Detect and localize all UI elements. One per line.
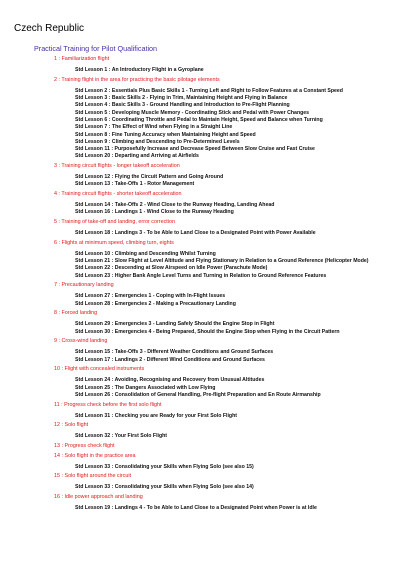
lesson-item: Std Lesson 1 : An Introductory Flight in a Gyroplane	[75, 67, 204, 74]
syllabus-section	[0, 163, 413, 189]
lesson-item: Std Lesson 17 : Landings 2 - Different Wind Conditions and Ground Surfaces	[75, 356, 265, 363]
lesson-item: Std Lesson 2 : Essentials Plus Basic Skills 1 - Turning Left and Right to Follow Features at a Constant Speed	[75, 87, 343, 94]
lesson-list	[0, 502, 413, 513]
lesson-list	[0, 227, 413, 238]
syllabus-section	[0, 453, 413, 471]
lesson-item: Std Lesson 31 : Checking you are Ready for your First Solo Flight	[75, 412, 237, 419]
lesson-item: Std Lesson 10 : Climbing and Descending Whilst Turning	[75, 250, 216, 257]
section-heading: 16 : Idle power approach and landing	[54, 494, 143, 501]
lesson-item: Std Lesson 14 : Take-Offs 2 - Wind Close to the Runway Heading, Landing Ahead	[75, 202, 275, 209]
section-heading: 5 : Training of take-off and landing, error correction	[54, 219, 175, 226]
lesson-list	[0, 290, 413, 308]
lesson-item: Std Lesson 19 : Landings 4 - To be Able to Land Close to a Designated Point when Power is at Idle	[75, 505, 317, 512]
section-heading: 6 : Flights at minimum speed, climbing turn, eights	[54, 239, 174, 246]
lesson-list	[0, 481, 413, 492]
lesson-item: Std Lesson 23 : Higher Bank Angle Level Turns and Turning in Relation to Ground Reference Features	[75, 272, 327, 279]
lesson-item: Std Lesson 29 : Emergencies 3 - Landing Safely Should the Engine Stop in Flight	[75, 321, 275, 328]
lesson-item: Std Lesson 18 : Landings 3 - To be Able to Land Close to a Designated Point with Power Available	[75, 230, 316, 237]
lesson-item: Std Lesson 26 : Consolidation of General Handling, Pre-flight Preparation and En Route Airmanship	[75, 391, 321, 398]
lesson-list	[0, 409, 413, 420]
lesson-list	[0, 460, 413, 471]
lesson-item: Std Lesson 4 : Basic Skills 3 - Ground Handling and Introduction to Pre-Flight Planning	[75, 102, 290, 109]
section-heading: 7 : Precautionary landing	[54, 282, 114, 289]
syllabus-section	[0, 402, 413, 420]
lesson-item: Std Lesson 33 : Consolidating your Skills when Flying Solo (see also 14)	[75, 484, 254, 491]
lesson-item: Std Lesson 30 : Emergencies 4 - Being Prepared, Should the Engine Stop when Flying in the Circuit Pattern	[75, 328, 340, 335]
lesson-item: Std Lesson 11 : Purposefully Increase and Decrease Speed Between Slow Cruise and Fast Cruise	[75, 146, 315, 153]
lesson-item: Std Lesson 25 : The Dangers Associated with Low Flying	[75, 384, 216, 391]
syllabus-section	[0, 77, 413, 161]
section-heading: 3 : Training circuit flights - longer takeoff acceleration	[54, 163, 180, 170]
section-heading: 14 : Solo flight in the practice area	[54, 452, 136, 459]
lesson-item: Std Lesson 13 : Take-Offs 1 - Rotor Management	[75, 181, 195, 188]
syllabus-section	[0, 240, 413, 280]
lesson-list	[0, 171, 413, 189]
section-heading: 10 : Flight with concealed instruments	[54, 366, 145, 373]
lesson-item: Std Lesson 22 : Descending at Slow Airspeed on Idle Power (Parachute Mode)	[75, 265, 268, 272]
lesson-item: Std Lesson 7 : The Effect of Wind when Flying in a Straight Line	[75, 124, 233, 131]
lesson-item: Std Lesson 32 : Your First Solo Flight	[75, 433, 168, 440]
syllabus-section	[0, 443, 413, 451]
lesson-list	[0, 247, 413, 280]
lesson-item: Std Lesson 20 : Departing and Arriving at Airfields	[75, 153, 199, 160]
lesson-item: Std Lesson 9 : Climbing and Descending to Pre-Determined Levels	[75, 138, 240, 145]
lesson-item: Std Lesson 16 : Landings 1 - Wind Close to the Runway Heading	[75, 209, 234, 216]
lesson-item: Std Lesson 3 : Basic Skills 2 - Flying in Trim, Maintaining Height and Flying in Balance	[75, 95, 288, 102]
section-heading: 15 : Solo flight around the circuit	[54, 473, 132, 480]
lesson-list	[0, 374, 413, 399]
section-heading: 12 : Solo flight	[54, 422, 89, 429]
syllabus-section	[0, 282, 413, 308]
syllabus-section	[0, 366, 413, 399]
section-heading: 4 : Training circuit flights - shorter takeoff acceleration	[54, 191, 182, 198]
syllabus-section	[0, 473, 413, 491]
lesson-item: Std Lesson 33 : Consolidating your Skills when Flying Solo (see also 15)	[75, 463, 254, 470]
section-heading: 13 : Progress check flight	[54, 442, 115, 449]
lesson-list	[0, 318, 413, 336]
section-heading: 8 : Forced landing	[54, 310, 98, 317]
lesson-item: Std Lesson 15 : Take-Offs 3 - Different Weather Conditions and Ground Surfaces	[75, 349, 274, 356]
lesson-item: Std Lesson 12 : Flying the Circuit Pattern and Going Around	[75, 174, 224, 181]
syllabus-section	[0, 310, 413, 336]
lesson-item: Std Lesson 6 : Coordinating Throttle and Pedal to Maintain Height, Speed and Balance when Turning	[75, 116, 323, 123]
lesson-list	[0, 430, 413, 441]
lesson-list	[0, 84, 413, 161]
syllabus-section	[0, 338, 413, 364]
lesson-item: Std Lesson 5 : Developing Muscle Memory - Coordinating Stick and Pedal with Power Changes	[75, 109, 310, 116]
section-heading: 9 : Cross-wind landing	[54, 338, 108, 345]
country-heading: Czech Republic	[14, 23, 85, 34]
syllabus-list	[0, 56, 413, 515]
document-title: Practical Training for Pilot Qualification	[34, 44, 158, 53]
syllabus-section	[0, 56, 413, 74]
lesson-item: Std Lesson 8 : Fine Tuning Accuracy when Maintaining Height and Speed	[75, 131, 256, 138]
syllabus-section	[0, 191, 413, 217]
lesson-item: Std Lesson 24 : Avoiding, Recognising and Recovery from Unusual Altitudes	[75, 377, 265, 384]
lesson-list	[0, 346, 413, 364]
section-heading: 1 : Familiarization flight	[54, 56, 110, 62]
lesson-list	[0, 64, 413, 75]
lesson-item: Std Lesson 21 : Slow Flight at Level Altitude and Flying Stationary in Relation to a Ground Reference (Helicopter Mode)	[75, 258, 369, 265]
syllabus-section	[0, 494, 413, 512]
lesson-item: Std Lesson 27 : Emergencies 1 - Coping with In-Flight Issues	[75, 293, 226, 300]
section-heading: 2 : Training flight in the area for practicing the basic pilotage elements	[54, 76, 220, 83]
lesson-list	[0, 199, 413, 217]
syllabus-section	[0, 219, 413, 237]
syllabus-section	[0, 422, 413, 440]
section-heading: 11 : Progress check before the first solo flight	[54, 401, 162, 408]
lesson-item: Std Lesson 28 : Emergencies 2 - Making a Precautionary Landing	[75, 300, 236, 307]
